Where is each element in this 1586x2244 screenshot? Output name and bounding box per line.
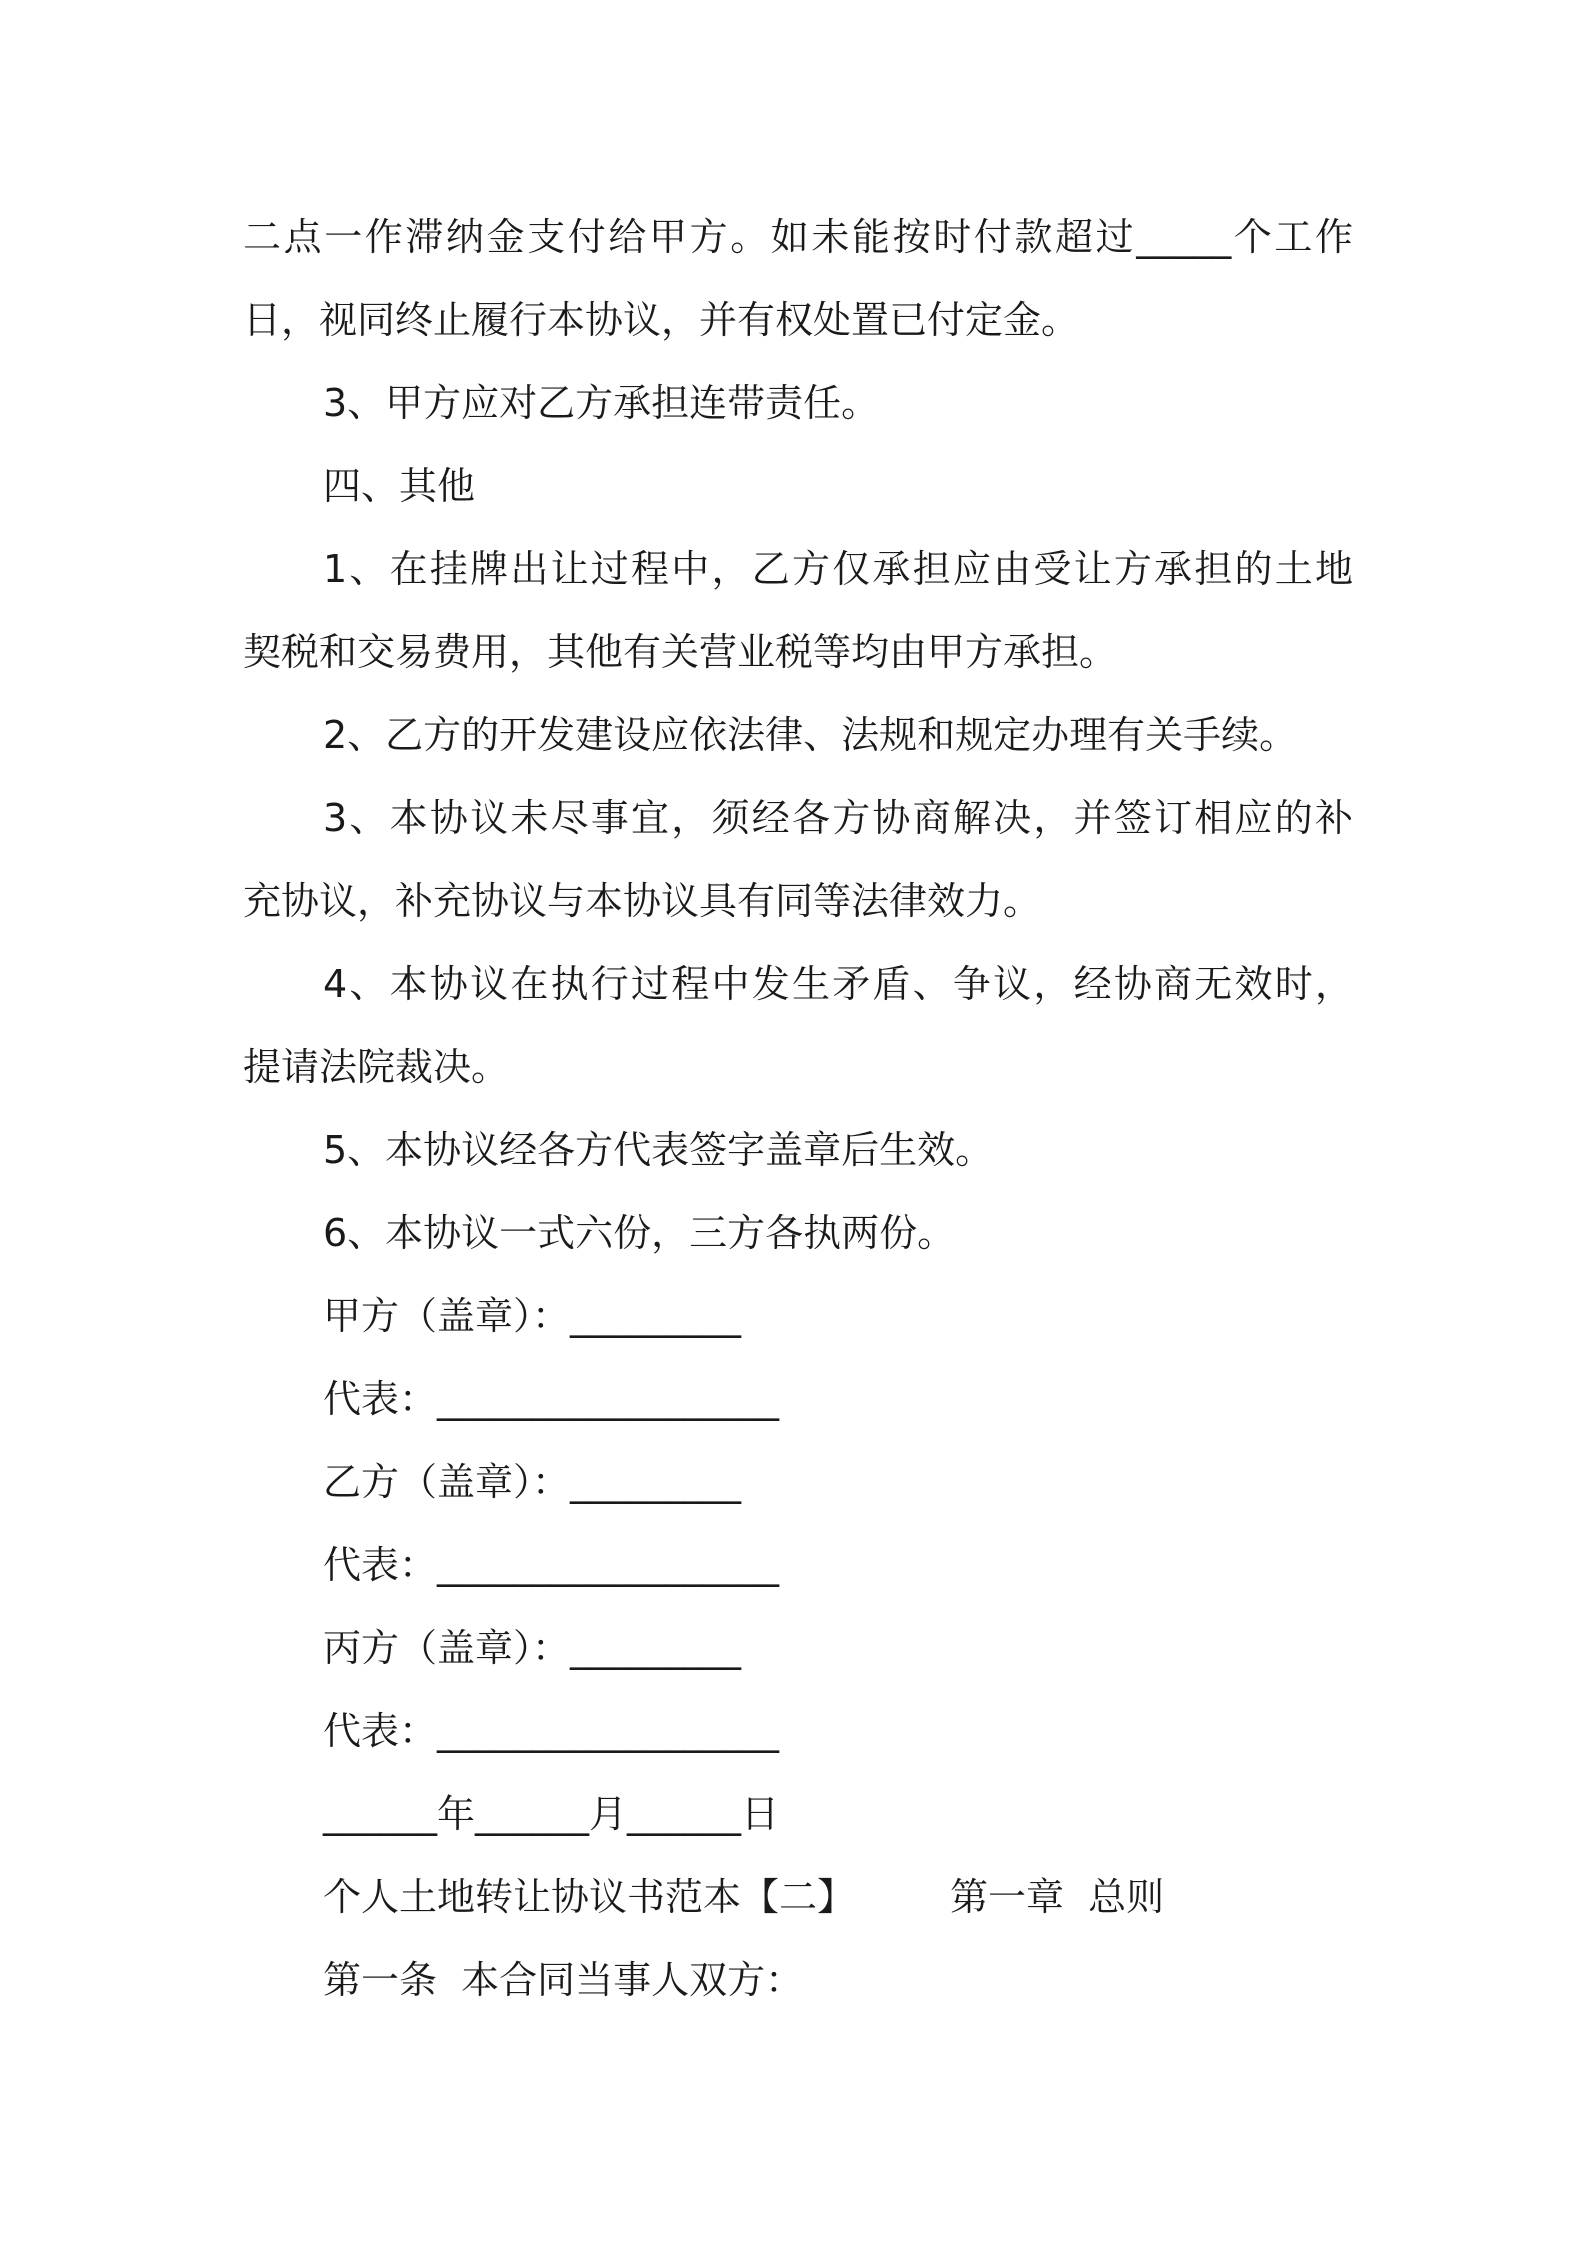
signature-party-a: 甲方（盖章）：_________ (323, 1294, 742, 1338)
paragraph-line: 日，视同终止履行本协议，并有权处置已付定金。 (243, 298, 1080, 342)
clause-line: 5、本协议经各方代表签字盖章后生效。 (323, 1128, 994, 1172)
clause-line: 3、甲方应对乙方承担连带责任。 (323, 381, 880, 425)
signature-party-c: 丙方（盖章）：_________ (323, 1626, 742, 1670)
clause-line: 3、本协议未尽事宜，须经各方协商解决，并签订相应的补 (323, 796, 1353, 840)
clause-line: 1、在挂牌出让过程中，乙方仅承担应由受让方承担的土地 (323, 547, 1353, 591)
chapter-heading: 第一章 总则 (950, 1875, 1165, 1919)
next-title-line (243, 1856, 1353, 1939)
clause-line: 2、乙方的开发建设应依法律、法规和规定办理有关手续。 (323, 713, 1298, 757)
paragraph-line: 二点一作滞纳金支付给甲方。如未能按时付款超过_____个工作 (243, 215, 1353, 259)
paragraph-line: 提请法院裁决。 (243, 1045, 510, 1089)
signature-rep-a: 代表：__________________ (323, 1377, 780, 1421)
signature-rep-c: 代表：__________________ (323, 1709, 780, 1753)
clause-line: 4、本协议在执行过程中发生矛盾、争议，经协商无效时， (323, 962, 1353, 1006)
document-title: 个人土地转让协议书范本【二】 (323, 1875, 856, 1919)
section-heading: 四、其他 (323, 464, 476, 508)
document-body (243, 196, 1353, 2022)
clause-line: 6、本协议一式六份，三方各执两份。 (323, 1211, 956, 1255)
paragraph-line: 充协议，补充协议与本协议具有同等法律效力。 (243, 879, 1042, 923)
article-line: 第一条 本合同当事人双方： (323, 1958, 804, 2002)
signature-party-b: 乙方（盖章）：_________ (323, 1460, 742, 1504)
paragraph-line: 契税和交易费用，其他有关营业税等均由甲方承担。 (243, 630, 1118, 674)
signature-date: ______年______月______日 (323, 1792, 780, 1836)
signature-rep-b: 代表：__________________ (323, 1543, 780, 1587)
